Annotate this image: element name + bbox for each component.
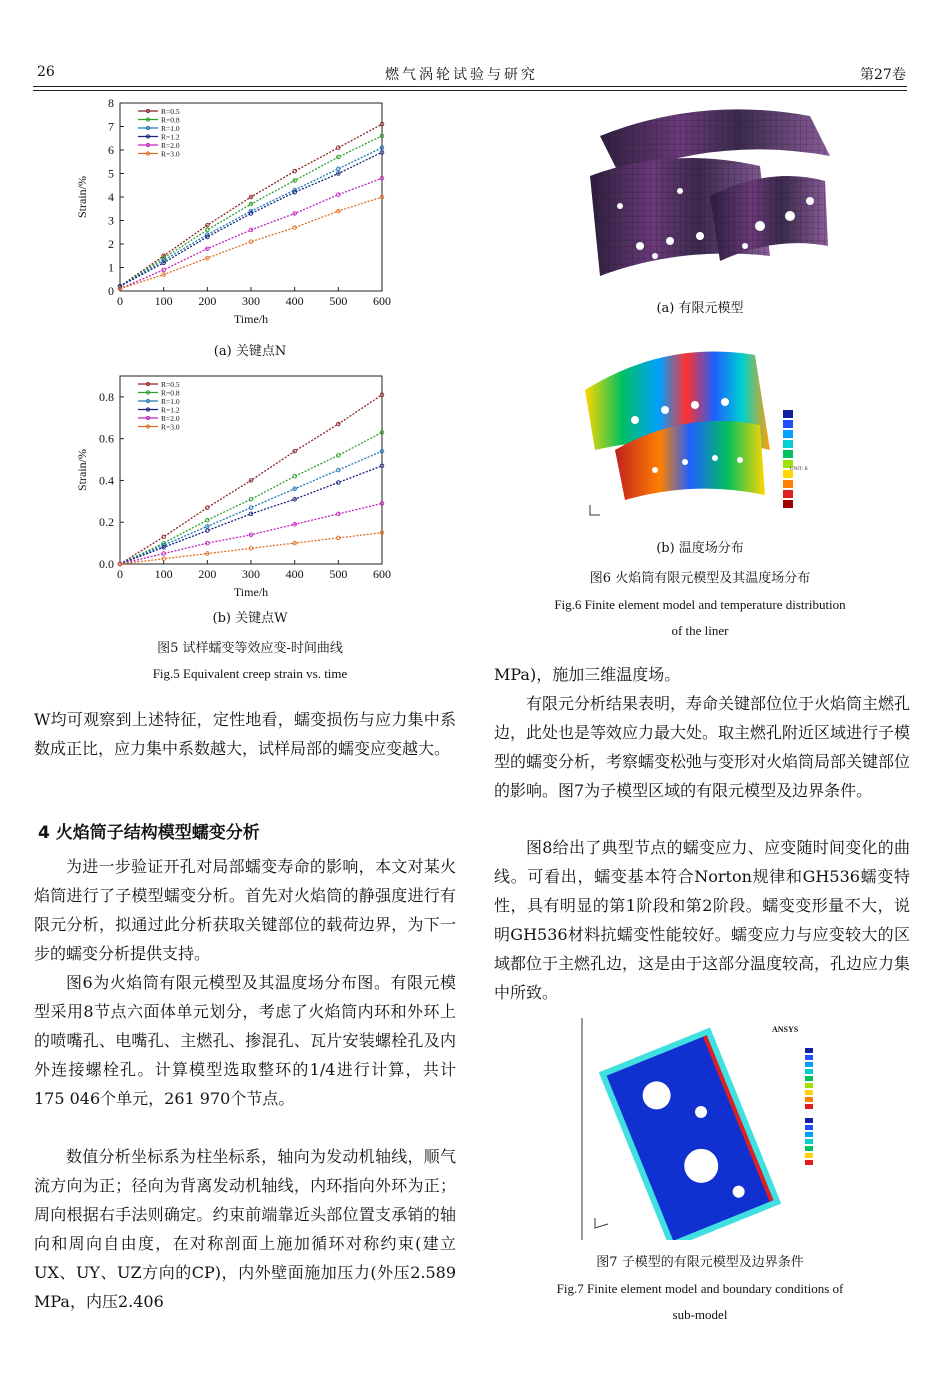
fig5-panel-a-label: (a) 关键点N	[213, 344, 287, 359]
right-para-continued: MPa)，施加三维温度场。	[494, 665, 681, 684]
header-rule-thin	[33, 90, 907, 91]
legend-label: R=0.5	[161, 107, 180, 116]
left-para-1: 为进一步验证开孔对局部蠕变寿命的影响，本文对某火焰筒进行了子模型蠕变分析。首先对火焰筒的静强度进行有限元分析，拟通过此分析获取关键部位的载荷边界，为下一步的蠕变分析提供支持。	[34, 857, 456, 963]
legend-label: R=3.0	[161, 149, 180, 159]
y-tick-label: 8	[108, 96, 114, 110]
y-tick-label: 4	[108, 190, 114, 204]
y-tick-label: 2	[108, 237, 114, 251]
fig5-caption-en: Fig.5 Equivalent creep strain vs. time	[152, 666, 348, 681]
y-tick-label: 0.6	[99, 431, 114, 446]
x-tick-label: 0	[117, 567, 123, 581]
data-point	[206, 228, 210, 232]
right-para-1: 有限元分析结果表明，寿命关键部位位于火焰筒主燃孔边，此处也是等效应力最大处。取主燃孔附近区域进行子模型的蠕变分析，考察蠕变松弛与变形对火焰筒局部关键部位的影响。图7为子模型区域的有限元模型及边界条件。	[494, 694, 911, 800]
x-tick-label: 0	[117, 294, 123, 308]
x-axis-label: Time/h	[233, 312, 269, 326]
journal-title: 燃气涡轮试验与研究	[385, 67, 538, 83]
y-tick-label: 0	[108, 284, 114, 298]
fig7-submodel-image	[580, 1018, 835, 1240]
y-axis-label: Strain/%	[75, 449, 89, 491]
fig6-caption-en-1: Fig.6 Finite element model and temperature distribution	[554, 597, 846, 612]
y-tick-label: 7	[108, 119, 114, 134]
series-line-R=1.2	[120, 149, 382, 286]
legend-label: R=0.8	[161, 388, 180, 398]
fig7-caption-en-1: Fig.7 Finite element model and boundary conditions of	[556, 1281, 844, 1296]
legend-label: R=0.5	[161, 380, 180, 389]
y-tick-label: 1	[108, 260, 114, 275]
x-tick-label: 200	[198, 567, 217, 581]
legend-label: R=1.2	[161, 132, 180, 142]
right-para-2: 图8给出了典型节点的蠕变应力、应变随时间变化的曲线。可看出，蠕变基本符合Norton规律和GH536蠕变特性，具有明显的第1阶段和第2阶段。蠕变变形量不大，说明GH536材料抗蠕变性能较好。蠕变应力与应变较大的区域都位于主燃孔边，这是由于这部分温度较高，孔边应力集中所致。	[494, 838, 911, 1002]
x-tick-label: 500	[329, 567, 348, 581]
fig5-caption-cn: 图5 试样蠕变等效应变-时间曲线	[157, 641, 343, 656]
x-tick-label: 300	[242, 294, 260, 308]
x-tick-label: 400	[285, 294, 304, 308]
x-tick-label: 600	[373, 567, 391, 581]
legend-label: R=3.0	[161, 422, 180, 432]
x-tick-label: 300	[242, 567, 260, 581]
y-tick-label: 5	[108, 166, 114, 181]
fig7-caption-cn: 图7 子模型的有限元模型及边界条件	[596, 1255, 804, 1270]
legend-label: R=1.0	[161, 124, 180, 133]
legend-label: R=1.2	[161, 405, 180, 415]
x-tick-label: 500	[329, 294, 348, 308]
fig5-panel-b-label: (b) 关键点W	[212, 611, 288, 626]
fig6a-fe-model-image	[560, 96, 840, 292]
header-rule	[33, 86, 907, 87]
x-axis-label: Time/h	[233, 585, 269, 599]
series-line-R=0.5	[120, 395, 382, 564]
fig6-panel-b-label: (b) 温度场分布	[656, 541, 744, 556]
data-point	[206, 506, 210, 510]
stress-legend	[805, 1048, 813, 1165]
y-tick-label: 0.0	[99, 557, 114, 571]
series-line-R=1.0	[120, 148, 382, 287]
legend-label: R=2.0	[161, 141, 180, 150]
fig6-panel-a-label: (a) 有限元模型	[656, 301, 744, 316]
y-tick-label: 0.2	[99, 515, 114, 530]
left-para-3: 数值分析坐标系为柱坐标系，轴向为发动机轴线，顺气流方向为正；径向为背离发动机轴线，内环指向外环为正；周向根据右手法则确定。约束前端靠近头部位置支承销的轴向和周向自由度，在对称剖面上施加循环对称约束(建立UX、UY、UZ方向的CP)，内外壁面施加压力(外压2.589 MPa，内压2.406	[34, 1147, 456, 1311]
series-line-R=1.0	[120, 451, 382, 564]
chart-key-point-n	[70, 95, 400, 335]
ansys-logo: ANSYS	[772, 1025, 799, 1034]
left-para-continued: W均可观察到上述特征，定性地看，蠕变损伤与应力集中系数成正比，应力集中系数越大，试样局部的蠕变应变越大。	[34, 710, 456, 758]
legend-label: R=1.0	[161, 397, 180, 406]
fig7-caption-en-2: sub-model	[672, 1307, 728, 1322]
y-axis-label: Strain/%	[75, 176, 89, 218]
chart-key-point-w	[70, 368, 400, 606]
plot-frame	[120, 376, 382, 564]
x-tick-label: 400	[285, 567, 304, 581]
fig6-caption-en-2: of the liner	[671, 623, 729, 638]
x-tick-label: 100	[154, 567, 173, 581]
y-tick-label: 0.4	[99, 473, 114, 488]
x-tick-label: 100	[154, 294, 173, 308]
fig6b-temperature-field-image	[575, 330, 835, 520]
x-tick-label: 200	[198, 294, 217, 308]
y-tick-label: 0.8	[99, 389, 114, 404]
series-line-R=0.8	[120, 432, 382, 564]
y-tick-label: 6	[108, 143, 114, 157]
legend-label: R=0.8	[161, 115, 180, 125]
temperature-legend	[783, 410, 793, 508]
x-tick-label: 600	[373, 294, 391, 308]
fig6-caption-cn: 图6 火焰筒有限元模型及其温度场分布	[589, 571, 811, 586]
series-line-R=0.5	[120, 124, 382, 286]
temperature-unit-label: UNIT: K	[790, 467, 808, 472]
section-4-title: 4 火焰筒子结构模型蠕变分析	[38, 823, 260, 843]
y-tick-label: 3	[108, 213, 114, 228]
legend-label: R=2.0	[161, 414, 180, 423]
page-number: 26	[37, 64, 55, 80]
left-para-2: 图6为火焰筒有限元模型及其温度场分布图。有限元模型采用8节点六面体单元划分，考虑了火焰筒内环和外环上的喷嘴孔、电嘴孔、主燃孔、掺混孔、瓦片安装螺栓孔及内外连接螺栓孔。计算模型选取整环的1/4进行计算，共计175 046个单元，261 970个节点。	[34, 973, 456, 1108]
volume-label: 第27卷	[860, 67, 906, 83]
